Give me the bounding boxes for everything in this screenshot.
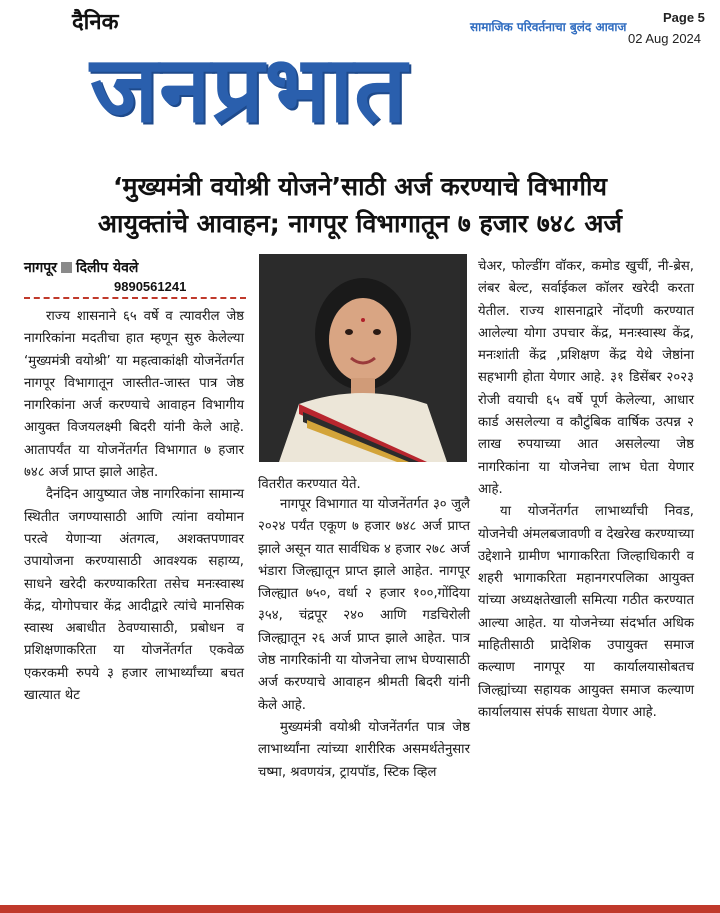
portrait-illustration <box>259 254 467 462</box>
headline-line-1: ‘मुख्यमंत्री वयोश्री योजने’साठी अर्ज करण्याचे विभागीय <box>113 172 607 201</box>
masthead-slogan: सामाजिक परिवर्तनाचा बुलंद आवाज <box>470 20 627 34</box>
byline-author: दिलीप येवले <box>75 260 139 276</box>
article-column-2-top <box>258 474 470 496</box>
issue-date: 02 Aug 2024 <box>628 31 702 46</box>
page-number: Page 5 <box>663 10 705 25</box>
paragraph: मुख्यमंत्री वयोश्री योजनेंतर्गत पात्र जेष्ठ लाभार्थ्यांना त्यांच्या शारीरिक असमर्थतेनुसार चष्मा, श्रवणयंत्र, ट्रायपॉड, स्टिक व्हिल <box>258 719 470 780</box>
paragraph: नागपूर विभागात या योजनेंतर्गत ३० जुलै २०२४ पर्यंत एकूण ७ हजार ७४८ अर्ज प्राप्त झाले असून यात सार्वधिक ४ हजार २७८ अर्ज भंडारा जिल्ह्यातून प्राप्त झाले आहेत. नागपूर जिल्ह्यात ७५०, वर्धा २ हजार १००,गोंदिया ३५४, चंद्रपूर २४० आणि गडचिरोली जिल्ह्यातून २६ अर्ज प्राप्त झाले आहेत. पात्र जेष्ठ नागरिकांनी या योजनेचा लाभ घेण्यासाठी अर्ज करण्याचे आवाहन श्रीमती बिदरी यांनी केले आहे. <box>258 497 470 713</box>
article-column-2 <box>258 494 470 784</box>
masthead-daily: दैनिक <box>72 10 119 35</box>
byline <box>24 258 138 277</box>
headline-line-2: आयुक्तांचे आवाहन; नागपूर विभागातून ७ हजार ७४८ अर्ज <box>97 209 623 238</box>
masthead <box>0 0 720 150</box>
article-column-1 <box>24 306 244 707</box>
paragraph: वितरीत करण्यात येते. <box>258 477 361 492</box>
paragraph: चेअर, फोल्डींग वॉकर, कमोड खुर्ची, नी-ब्रेस, लंबर बेल्ट, सर्वाईकल कॉलर खरेदी करता येतील. राज्य शासनाद्वारे नोंदणी करण्यात आलेल्या योगा उपचार केंद्र, मनःस्वास्थ केंद्र, मनःशांती केंद्र ,प्रशिक्षण केंद्र येथे जेष्ठांना सहभागी होता येणार आहे. ३१ डिसेंबर २०२३ रोजी वयाची ६५ वर्षे पूर्ण केलेल्या, आधार कार्ड असलेल्या व कौटुंबिक वार्षिक उत्पन्न २ लाख रुपयाच्या आत असलेल्या जेष्ठ नागरिकांना या योजनेचा लाभ घेता येणार आहे. <box>478 259 694 497</box>
paragraph: या योजनेंतर्गत लाभार्थ्यांची निवड, योजनेची अंमलबजावणी व देखरेख करण्याच्या उद्देशाने ग्रामीण भागाकरिता जिल्हाधिकारी व शहरी भागाकरिता महानगरपलिका आयुक्त यांच्या अध्यक्षतेखाली समित्या गठीत करण्यात आल्या आहेत. या योजनेच्या संदर्भात अधिक माहितीसाठी प्रादेशिक उपायुक्त समाज कल्याण नागपूर या कार्यालयासोबतच जिल्ह्यांच्या सहायक आयुक्त समाज कल्याण कार्यालयास संपर्क साधता येणार आहे. <box>478 504 694 720</box>
paragraph: राज्य शासनाने ६५ वर्षे व त्यावरील जेष्ठ नागरिकांना मदतीचा हात म्हणून सुरु केलेल्या ‘मुख्यमंत्री वयोश्री’ या महत्वाकांक्षी योजनेंतर्गत नागपूर विभागातून जास्तीत-जास्त पात्र जेष्ठ नागरिकांना अर्ज करण्याचे आवाहन विभागीय आयुक्त विजयलक्ष्मी बिदरी यांनी केले आहे. आतापर्यंत या योजनेंतर्गत विभागात ७ हजार ७४८ अर्ज प्राप्त झाले आहेत. <box>24 309 244 481</box>
separator-square-icon <box>61 262 72 273</box>
byline-divider <box>24 297 246 299</box>
newspaper-logo: जनप्रभात <box>90 36 408 143</box>
byline-phone: 9890561241 <box>114 279 187 294</box>
article-headline <box>20 168 700 242</box>
bottom-border <box>0 905 720 913</box>
byline-place: नागपूर <box>24 260 57 276</box>
official-portrait-photo <box>259 254 467 462</box>
paragraph: दैनंदिन आयुष्यात जेष्ठ नागरिकांना सामान्य स्थितीत जगण्यासाठी आणि त्यांना वयोमान परत्वे येणाऱ्या अंतगत्व, अशक्तपणावर उपायोजना करण्यासाठी आवश्यक सहाय्य, साधने खरेदी करण्याकरिता तसेच मनःस्वास्थ केंद्र, योगोपचार केंद्र आदीद्वारे त्यांचे मानसिक स्वास्थ अबाधीत ठेवण्यासाठी, प्रबोधन व प्रशिक्षणाकरिता या योजनेंतर्गत एकवेळ एकरकमी रुपये ३ हजार लाभार्थ्यांच्या बचत खात्यात थेट <box>24 487 244 704</box>
article-column-3 <box>478 256 694 724</box>
